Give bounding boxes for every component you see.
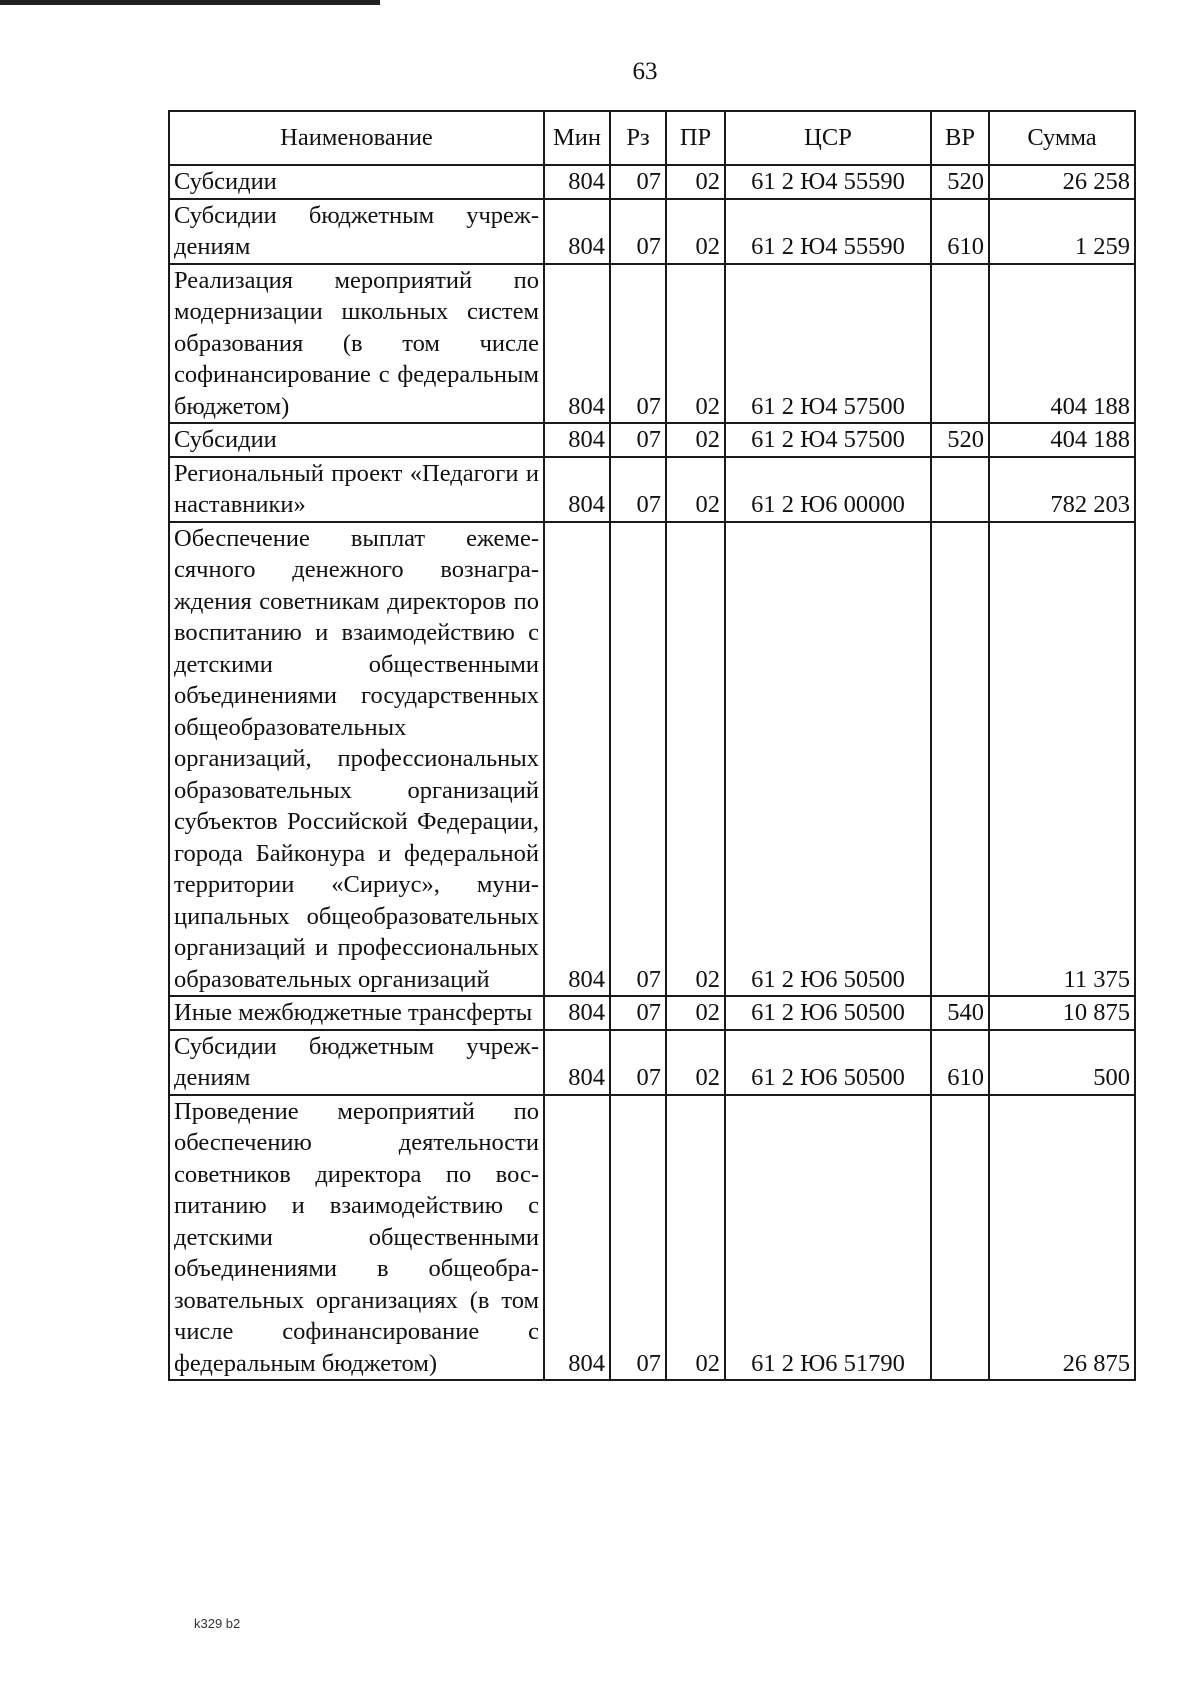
table-row — [169, 996, 1135, 1030]
row-min: 804 — [544, 264, 610, 424]
row-rz: 07 — [610, 996, 666, 1030]
header-sum: Сумма — [989, 111, 1135, 165]
row-name: Иные межбюджетные трансферты — [169, 996, 544, 1030]
table-row — [169, 1030, 1135, 1095]
row-sum: 10 875 — [989, 996, 1135, 1030]
row-min: 804 — [544, 522, 610, 997]
row-pr: 02 — [666, 522, 725, 997]
header-csr: ЦСР — [725, 111, 931, 165]
row-name: Субсидии — [169, 165, 544, 199]
header-name: Наименование — [169, 111, 544, 165]
row-min: 804 — [544, 199, 610, 264]
row-vr: 610 — [931, 199, 989, 264]
row-name: Реализация мероприятий по модернизации школьных систем образования (в том числе софинансирование с федеральным бюджетом) — [169, 264, 544, 424]
budget-table — [168, 110, 1136, 1381]
table-row — [169, 457, 1135, 522]
row-rz: 07 — [610, 199, 666, 264]
row-vr: 610 — [931, 1030, 989, 1095]
row-rz: 07 — [610, 522, 666, 997]
row-vr: 540 — [931, 996, 989, 1030]
row-min: 804 — [544, 165, 610, 199]
table-header-row — [169, 111, 1135, 165]
row-sum: 26 875 — [989, 1095, 1135, 1381]
row-rz: 07 — [610, 457, 666, 522]
header-pr: ПР — [666, 111, 725, 165]
row-sum: 404 188 — [989, 264, 1135, 424]
row-pr: 02 — [666, 264, 725, 424]
header-rz: Рз — [610, 111, 666, 165]
row-name: Обеспечение выплат ежемесячного денежного вознаграждения советникам директоров по воспитанию и взаимодействию с детскими общественными объединениями государственных общеобразовательных организаций, профессиональных образовательных организаций субъектов Российской Федерации, города Байконура и федеральной территории «Сириус», муниципальных общеобразовательных организаций и профессиональных образовательных организаций — [169, 522, 544, 997]
row-vr — [931, 1095, 989, 1381]
row-min: 804 — [544, 996, 610, 1030]
header-vr: ВР — [931, 111, 989, 165]
row-name: Субсидии — [169, 423, 544, 457]
page-number: 63 — [632, 58, 658, 85]
row-sum: 404 188 — [989, 423, 1135, 457]
row-csr: 61 2 Ю6 00000 — [725, 457, 931, 522]
scan-edge-mark — [0, 0, 380, 5]
row-pr: 02 — [666, 1095, 725, 1381]
row-name: Субсидии бюджетным учреждениям — [169, 199, 544, 264]
row-vr — [931, 522, 989, 997]
row-sum: 782 203 — [989, 457, 1135, 522]
row-sum: 26 258 — [989, 165, 1135, 199]
row-vr — [931, 264, 989, 424]
row-min: 804 — [544, 1030, 610, 1095]
row-csr: 61 2 Ю6 51790 — [725, 1095, 931, 1381]
table-row — [169, 423, 1135, 457]
header-min: Мин — [544, 111, 610, 165]
row-pr: 02 — [666, 457, 725, 522]
row-pr: 02 — [666, 1030, 725, 1095]
row-csr: 61 2 Ю6 50500 — [725, 996, 931, 1030]
row-rz: 07 — [610, 1030, 666, 1095]
row-rz: 07 — [610, 423, 666, 457]
row-sum: 11 375 — [989, 522, 1135, 997]
table-row — [169, 522, 1135, 997]
row-pr: 02 — [666, 165, 725, 199]
row-rz: 07 — [610, 264, 666, 424]
row-name: Субсидии бюджетным учреждениям — [169, 1030, 544, 1095]
row-min: 804 — [544, 457, 610, 522]
row-vr: 520 — [931, 165, 989, 199]
table-row — [169, 264, 1135, 424]
row-sum: 1 259 — [989, 199, 1135, 264]
row-vr: 520 — [931, 423, 989, 457]
footer-document-code: k329 b2 — [194, 1616, 241, 1631]
row-csr: 61 2 Ю4 57500 — [725, 264, 931, 424]
row-min: 804 — [544, 1095, 610, 1381]
row-csr: 61 2 Ю4 55590 — [725, 165, 931, 199]
row-pr: 02 — [666, 423, 725, 457]
row-name: Проведение мероприятий по обеспечению деятельности советников директора по воспитанию и взаимодействию с детскими общественными объединениями в общеобразовательных организациях (в том числе софинансирование с федеральным бюджетом) — [169, 1095, 544, 1381]
row-csr: 61 2 Ю6 50500 — [725, 522, 931, 997]
row-sum: 500 — [989, 1030, 1135, 1095]
row-min: 804 — [544, 423, 610, 457]
row-vr — [931, 457, 989, 522]
row-pr: 02 — [666, 199, 725, 264]
table-row — [169, 165, 1135, 199]
row-csr: 61 2 Ю6 50500 — [725, 1030, 931, 1095]
row-csr: 61 2 Ю4 55590 — [725, 199, 931, 264]
table-row — [169, 199, 1135, 264]
row-rz: 07 — [610, 165, 666, 199]
row-csr: 61 2 Ю4 57500 — [725, 423, 931, 457]
table-row — [169, 1095, 1135, 1381]
row-name: Региональный проект «Педагоги и наставники» — [169, 457, 544, 522]
row-pr: 02 — [666, 996, 725, 1030]
row-rz: 07 — [610, 1095, 666, 1381]
